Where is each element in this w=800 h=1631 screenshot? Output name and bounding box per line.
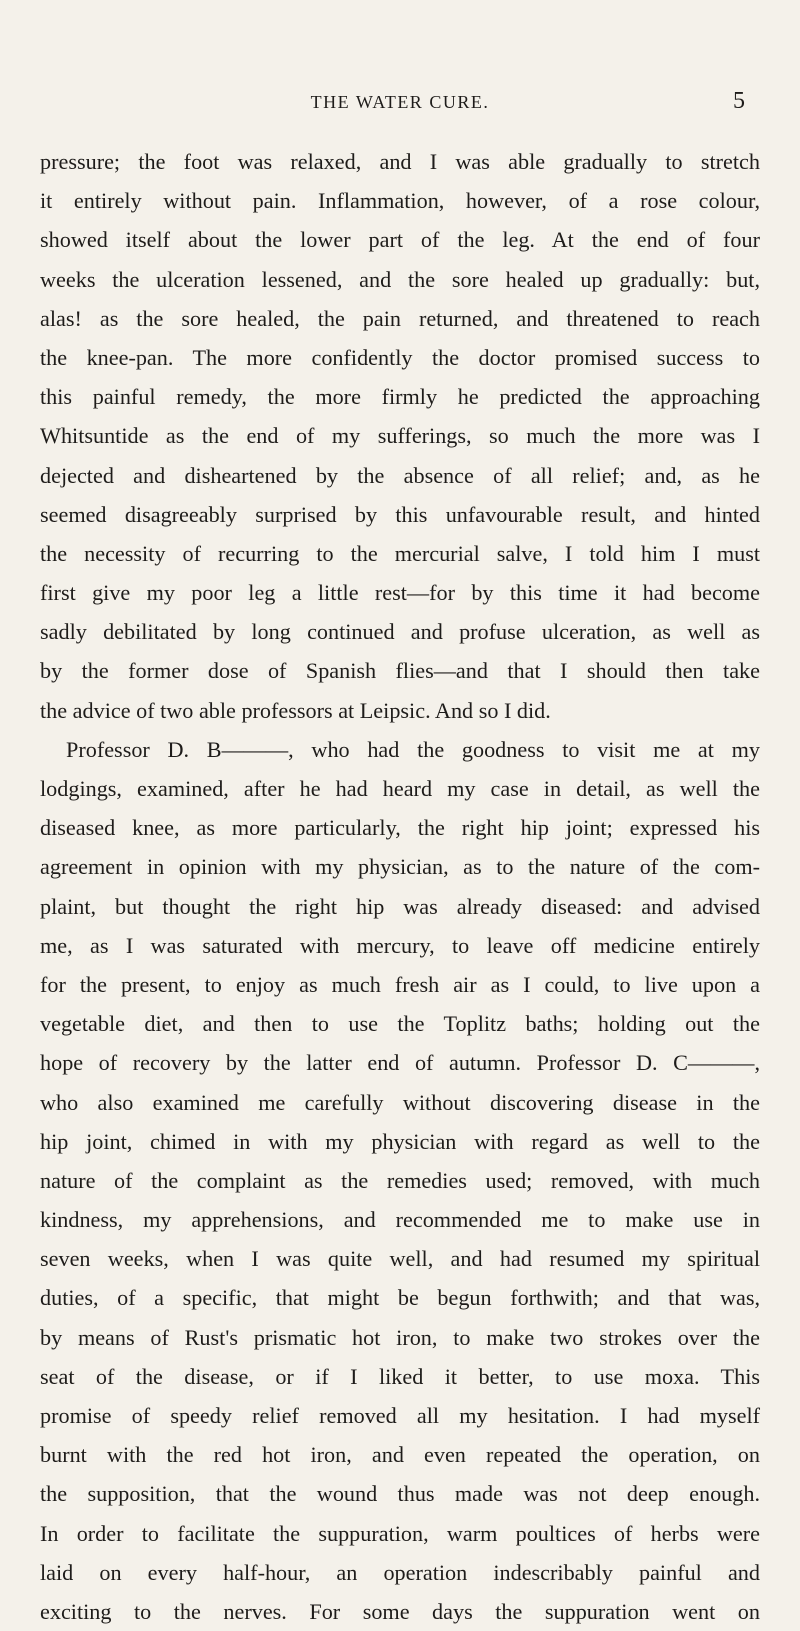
text-line: showed itself about the lower part of the leg. At the end of four (40, 227, 760, 253)
text-line: the necessity of recurring to the mercurial salve, I told him I must (40, 540, 760, 566)
text-line: burnt with the red hot iron, and even repeated the operation, on (40, 1442, 760, 1468)
text-line: the supposition, that the wound thus made was not deep enough. (40, 1481, 760, 1507)
text-line: dejected and disheartened by the absence of all relief; and, as he (40, 462, 760, 488)
text-line: Professor D. B———, who had the goodness to visit me at my (66, 736, 760, 762)
page-number: 5 (733, 88, 745, 114)
text-line: seven weeks, when I was quite well, and had resumed my spiritual (40, 1246, 760, 1272)
text-line: laid on every half-hour, an operation indescribably painful and (40, 1559, 760, 1585)
body-text (40, 142, 760, 1631)
text-line: kindness, my apprehensions, and recommended me to make use in (40, 1207, 760, 1233)
text-line: sadly debilitated by long continued and profuse ulceration, as well as (40, 619, 760, 645)
text-line: the knee-pan. The more confidently the doctor promised success to (40, 344, 760, 370)
text-line: exciting to the nerves. For some days the suppuration went on (40, 1598, 760, 1624)
text-line: it entirely without pain. Inflammation, however, of a rose colour, (40, 188, 760, 214)
text-line: lodgings, examined, after he had heard my case in detail, as well the (40, 776, 760, 801)
text-line: weeks the ulceration lessened, and the sore healed up gradually: but, (40, 266, 760, 292)
text-line: me, as I was saturated with mercury, to leave off medicine entirely (40, 932, 760, 958)
text-line: duties, of a specific, that might be begun forthwith; and that was, (40, 1285, 760, 1311)
text-line: by the former dose of Spanish flies—and that I should then take (40, 658, 760, 684)
text-line: diseased knee, as more particularly, the right hip joint; expressed his (40, 815, 760, 841)
text-line: In order to facilitate the suppuration, warm poultices of herbs were (40, 1520, 760, 1546)
text-line: pressure; the foot was relaxed, and I was able gradually to stretch (40, 149, 760, 174)
running-title: THE WATER CURE. (310, 92, 490, 112)
text-line: hope of recovery by the latter end of autumn. Professor D. C———, (40, 1050, 760, 1076)
text-line: nature of the complaint as the remedies used; removed, with much (40, 1167, 760, 1193)
text-line: alas! as the sore healed, the pain returned, and threatened to reach (40, 305, 760, 331)
text-line: Whitsuntide as the end of my sufferings, so much the more was I (40, 423, 760, 449)
text-line: promise of speedy relief removed all my hesitation. I had myself (40, 1403, 760, 1428)
text-line: who also examined me carefully without discovering disease in the (40, 1089, 760, 1115)
text-line: this painful remedy, the more firmly he predicted the approaching (40, 384, 760, 410)
text-line: hip joint, chimed in with my physician with regard as well to the (40, 1128, 760, 1154)
text-line: seat of the disease, or if I liked it better, to use moxa. This (40, 1363, 760, 1389)
text-line: for the present, to enjoy as much fresh air as I could, to live upon a (40, 971, 760, 997)
text-line: the advice of two able professors at Leipsic. And so I did. (40, 697, 551, 723)
text-line: by means of Rust's prismatic hot iron, to make two strokes over the (40, 1324, 760, 1350)
text-line: vegetable diet, and then to use the Toplitz baths; holding out the (40, 1011, 760, 1037)
text-line: first give my poor leg a little rest—for by this time it had become (40, 580, 760, 606)
text-line: plaint, but thought the right hip was already diseased: and advised (40, 893, 760, 919)
text-line: agreement in opinion with my physician, as to the nature of the com- (40, 854, 760, 880)
running-head (0, 90, 800, 130)
text-line: seemed disagreeably surprised by this unfavourable result, and hinted (40, 501, 760, 527)
